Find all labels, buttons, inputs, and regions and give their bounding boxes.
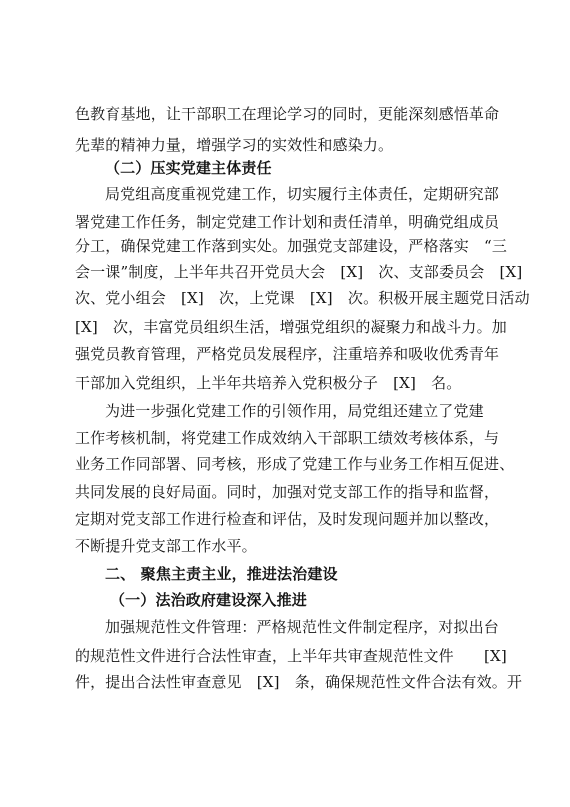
text-line: 的规范性文件进行合法性审查，上半年共审查规范性文件 [X] [75, 647, 507, 665]
text-line: 共同发展的良好局面。同时，加强对党支部工作的指导和监督， [75, 483, 500, 501]
section-subheading: （二）压实党建主体责任 [105, 159, 272, 177]
text-line: 局党组高度重视党建工作，切实履行主体责任，定期研究部 [105, 185, 499, 203]
text-line: [X] 次，丰富党员组织生活，增强党组织的凝聚力和战斗力。加 [75, 318, 507, 336]
text-line: 为进一步强化党建工作的引领作用，局党组还建立了党建 [105, 402, 484, 420]
section-subheading: （一）法治政府建设深入推进 [110, 591, 307, 609]
text-line: 不断提升党支部工作水平。 [75, 537, 257, 555]
text-line: 署党建工作任务，制定党建工作计划和责任清单，明确党组成员 [75, 213, 500, 231]
text-line: 分工，确保党建工作落到实处。加强党支部建设，严格落实 “三 [75, 237, 508, 255]
text-line: 干部加入党组织，上半年共培养入党积极分子 [X] 名。 [75, 374, 462, 392]
text-line: 加强规范性文件管理：严格规范性文件制定程序，对拟出台 [105, 618, 499, 636]
text-line: 强党员教育管理，严格党员发展程序，注重培养和吸收优秀青年 [75, 345, 500, 363]
text-line: 次、党小组会 [X] 次，上党课 [X] 次。积极开展主题党日活动 [75, 289, 530, 307]
text-line: 先辈的精神力量，增强学习的实效性和感染力。 [75, 136, 394, 154]
text-line: 色教育基地，让干部职工在理论学习的同时，更能深刻感悟革命 [75, 105, 500, 123]
section-heading: 二、 聚焦主责主业，推进法治建设 [105, 565, 338, 583]
text-line: 工作考核机制，将党建工作成效纳入干部职工绩效考核体系，与 [75, 429, 500, 447]
text-line: 会一课”制度，上半年共召开党员大会 [X] 次、支部委员会 [X] [75, 263, 523, 281]
text-line: 定期对党支部工作进行检查和评估，及时发现问题并加以整改， [75, 510, 500, 528]
text-line: 件，提出合法性审查意见 [X] 条，确保规范性文件合法有效。开 [75, 673, 523, 691]
text-line: 业务工作同部署、同考核，形成了党建工作与业务工作相互促进、 [75, 455, 515, 473]
